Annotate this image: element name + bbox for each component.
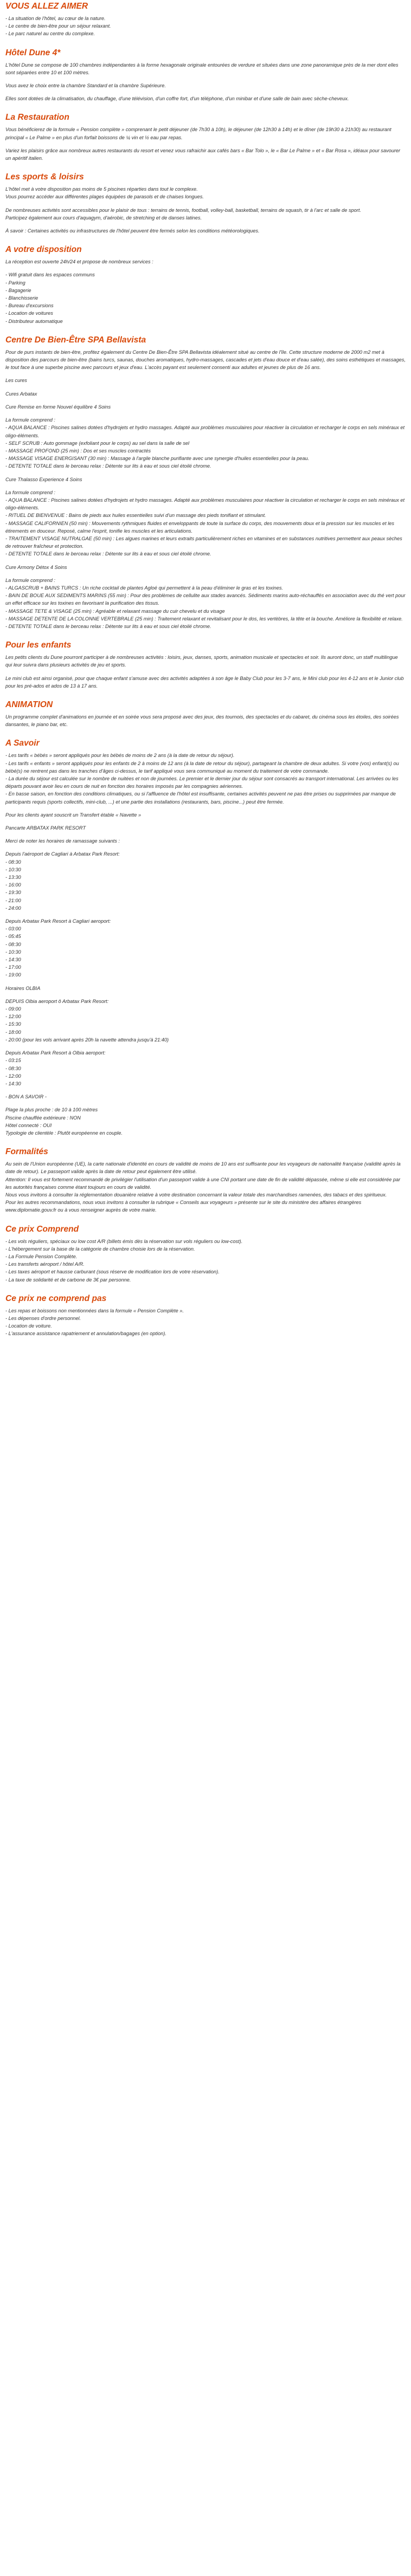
paragraph [5, 1049, 406, 1088]
paragraph [5, 811, 406, 819]
text-line: - 09:00 [5, 1006, 21, 1012]
text-line: - 10:30 [5, 866, 21, 872]
text-line: - Wifi gratuit dans les espaces communs [5, 272, 95, 278]
paragraph [5, 126, 406, 141]
text-line: Pancarte ARBATAX PARK RESORT [5, 825, 86, 831]
text-line: - Distributeur automatique [5, 318, 63, 324]
text-line: - MASSAGE DETENTE DE LA COLONNE VERTEBRALE (25 min) : Traitement relaxant et revitalisant pour le dos, les vertèbres, la tête et la bouche. Améliore la flexibilité et relaxe. [5, 616, 403, 622]
text-line: - Bagagerie [5, 287, 31, 293]
paragraph [5, 850, 406, 912]
content-section [5, 48, 406, 103]
text-line: - Le parc naturel au centre du complexe. [5, 31, 95, 37]
text-line: - 13:30 [5, 875, 21, 881]
text-line: - 18:00 [5, 1029, 21, 1035]
section-heading: Ce prix Comprend [5, 1224, 79, 1234]
paragraph [5, 1238, 406, 1284]
paragraph [5, 675, 406, 690]
paragraph [5, 377, 406, 384]
text-line: Merci de noter les horaires de ramassage suivants : [5, 838, 120, 844]
text-line: - DETENTE TOTALE dans le berceau relax : Détente sur lits à eau et sous ciel étoilé chrome. [5, 463, 211, 469]
text-line: À savoir : Certaines activités ou infrastructures de l'hôtel peuvent être fermés selon les conditions météorologiques. [5, 228, 260, 234]
text-line: Pour les clients ayant souscrit un Transfert étable « Navette » [5, 812, 142, 818]
text-line: - Les repas et boissons non mentionnées dans la formule « Pension Complète ». [5, 1308, 184, 1313]
content-section [5, 112, 406, 162]
text-line: Depuis Arbatax Park Resort à Olbia aeroport: [5, 1050, 106, 1056]
section-heading: Centre De Bien-Être SPA Bellavista [5, 335, 146, 345]
text-line: DEPUIS Olbia aeroport ô Arbatax Park Resort: [5, 998, 109, 1004]
text-line: La formule comprend : [5, 417, 55, 423]
text-line: - 12:00 [5, 1073, 21, 1079]
text-line: De nombreuses activités sont accessibles pour le plaisir de tous : terrains de tennis, football, volley-ball, basketball, terrains de squash, tir à l'arc et salle de sport. [5, 207, 361, 213]
text-line: La formule comprend : [5, 577, 55, 583]
text-line: - 19:00 [5, 972, 21, 978]
paragraph [5, 577, 406, 630]
text-line: L'hôtel Dune se compose de 100 chambres indépendantes à la forme hexagonale originale entourées de verdure et situées dans une zone panoramique près de la mer dont elles sont séparées entre 10 et 100 mètres. [5, 62, 399, 75]
text-line: - 03:00 [5, 926, 21, 932]
text-line: Typologie de clientèle : Plutôt européenne en couple. [5, 1130, 123, 1136]
text-line: L'hôtel met à votre disposition pas moins de 5 piscines réparties dans tout le complexe. [5, 186, 198, 192]
content-section [5, 1, 406, 38]
text-line: - 16:00 [5, 882, 21, 888]
paragraph [5, 82, 406, 89]
content-section [5, 1224, 406, 1284]
content-section [5, 1147, 406, 1214]
text-line: - MASSAGE VISAGE ENERGISANT (30 min) : Massage à l'argile blanche purifiante avec une synergie d'huiles essentielles pour la peau. [5, 456, 310, 462]
paragraph [5, 61, 406, 76]
text-line: La réception est ouverte 24h/24 et propose de nombreux services : [5, 259, 153, 265]
text-line: - MASSAGE PROFOND (25 min) : Dos et ses muscles contractés [5, 448, 151, 454]
paragraph [5, 15, 406, 38]
paragraph [5, 564, 406, 571]
paragraph [5, 489, 406, 558]
text-line: - Blanchisserie [5, 295, 38, 301]
text-line: - AQUA BALANCE : Piscines salines dotées d'hydrojets et hydro massages. Adapté aux problèmes musculaires pour réactiver la circulation et recharger le corps en sels minéraux et oligo-éléments. [5, 425, 405, 438]
text-line: Pour de purs instants de bien-être, profitez également du Centre De Bien-Être SPA Bellavista idéalement situé au centre de l'île. Cette structure moderne de 2000 m2 met à disposition des parcours de bien-être (bains turcs, saunas, douches aromatiques, hydro-massages, cascades et jets d'eau douce et d'eau salée), des soins esthétiques et massages, le tout face à une superbe piscine avec parcours et jeux d'eau. L'accès payant est seulement consenti aux adultes et jeunes de plus de 16 ans. [5, 349, 406, 371]
paragraph [5, 271, 406, 325]
text-line: La formule comprend : [5, 489, 55, 495]
text-line: - Location de voiture. [5, 1323, 52, 1329]
text-line: - TRAITEMENT VISAGE NUTRALGAE (50 min) : Les algues marines et leurs extraits particulièrement riches en vitamines et en substances nutritives permettent aux peaux sèches de retrouver fraîcheur et protection. [5, 535, 402, 549]
text-line: - BAIN DE BOUE AUX SEDIMENTS MARINS (55 min) : Pour des problèmes de cellulite aux stades avancés. Sédiments marins auto-réchauffés en association avec du thé vert pour un effet efficace sur les toxines en favorisant la purification des tissus. [5, 593, 406, 606]
text-line: - 14:30 [5, 1080, 21, 1086]
text-line: - La taxe de solidarité et de carbone de 3€ par personne. [5, 1277, 131, 1283]
text-line: - 21:00 [5, 897, 21, 903]
text-line: Pour les autres recommandations, nous vous invitons à consulter la rubrique « Conseils aux voyageurs » présente sur le site du ministère des affaires étrangères www.diplomatie.gouv.fr ou à vous renseigner auprès de votre mairie. [5, 1200, 362, 1213]
paragraph [5, 403, 406, 411]
text-line: - ALGASCRUB + BAINS TURCS : Un riche cocktail de plantes Agloé qui permettent à la peau d'éliminer le gras et les toxines. [5, 585, 283, 591]
text-line: Les cures [5, 378, 27, 384]
text-line: - SELF SCRUB : Auto gommage (exfoliant pour le corps) au sel dans la salle de sel [5, 440, 190, 446]
text-line: - Bureau d'excursions [5, 303, 54, 309]
paragraph [5, 348, 406, 372]
text-line: - L'assurance assistance rapatriement et annulation/bagages (en option). [5, 1331, 166, 1337]
paragraph [5, 1307, 406, 1338]
content-section [5, 700, 406, 728]
text-line: - DETENTE TOTALE dans le berceau relax : Détente sur lits à eau et sous ciel étoilé chrome. [5, 551, 211, 557]
text-line: Vous avez le choix entre la chambre Standard et la chambre Supérieure. [5, 83, 166, 89]
text-line: Attention: Il vous est fortement recommandé de privilégier l'utilisation d'un passeport valide à une CNI portant une date de fin de validité dépassée, même si elle est considérée par les autorités françaises comme étant toujours en cours de validité. [5, 1176, 401, 1190]
text-line: - 12:00 [5, 1014, 21, 1020]
text-line: - Le centre de bien-être pour un séjour relaxant. [5, 23, 111, 29]
paragraph [5, 653, 406, 669]
text-line: - 08:30 [5, 859, 21, 865]
text-line: - 08:30 [5, 941, 21, 947]
text-line: - La situation de l'hôtel, au cœur de la nature. [5, 16, 106, 21]
section-heading: Formalités [5, 1147, 48, 1157]
paragraph [5, 917, 406, 979]
section-heading: ANIMATION [5, 700, 53, 709]
paragraph [5, 185, 406, 200]
text-line: - Parking [5, 280, 25, 286]
section-heading: A Savoir [5, 739, 40, 748]
text-line: Nous vous invitons à consulter la réglementation douanière relative à votre destination concernant la valeur totale des marchandises ramenées, des tabacs et des spiritueux. [5, 1192, 387, 1198]
text-line: - Location de voitures [5, 310, 53, 316]
text-line: Au sein de l'Union européenne (UE), la carte nationale d'identité en cours de validité de moins de 10 ans est suffisante pour les voyageurs de nationalité française (validité après la date de retour). Le passeport valide après la date de retour peut également être utilisé. [5, 1161, 401, 1175]
text-line: - 15:30 [5, 1021, 21, 1027]
text-line: Variez les plaisirs grâce aux nombreux autres restaurants du resort et venez vous rafraichir aux cafés bars « Bar Tolo », le « Bar Le Palme » et « Bar Rosa », idéaux pour savourer un apéritif italien. [5, 147, 401, 161]
text-line: Cure Thalasso Experience 4 Soins [5, 476, 82, 482]
text-line: Vous pourrez accéder aux différentes plages équipées de parasols et de chaises longues. [5, 194, 204, 200]
section-heading: La Restauration [5, 113, 69, 122]
content-section [5, 335, 406, 630]
paragraph [5, 258, 406, 266]
text-line: - MASSAGE TETE & VISAGE (25 min) : Agréable et relaxant massage du cuir chevelu et du visage [5, 608, 225, 614]
text-line: - 10:30 [5, 949, 21, 955]
paragraph [5, 147, 406, 162]
text-line: - RITUEL DE BIENVENUE : Bains de pieds aux huiles essentielles suivi d'un massage des pieds tonifiant et stimulant. [5, 513, 266, 519]
paragraph [5, 1093, 406, 1101]
text-line: Participez également aux cours d'aquagym, d'aérobic, de stretching et de danses latines. [5, 215, 202, 221]
text-line: Horaires OLBIA [5, 985, 41, 991]
paragraph [5, 985, 406, 992]
paragraph [5, 1106, 406, 1137]
paragraph [5, 837, 406, 845]
text-line: - 17:00 [5, 965, 21, 970]
text-line: - Les tarifs « bébés » seront appliqués pour les bébés de moins de 2 ans (à la date de retour du séjour). [5, 753, 235, 759]
paragraph [5, 227, 406, 235]
text-line: - 19:30 [5, 890, 21, 896]
section-heading: A votre disposition [5, 245, 82, 255]
paragraph [5, 824, 406, 832]
text-line: Depuis Arbatax Park Resort à Cagliari aeroport: [5, 918, 111, 924]
text-line: - DETENTE TOTALE dans le berceau relax : Détente sur lits à eau et sous ciel étoilé chrome. [5, 623, 211, 629]
text-line: - 24:00 [5, 905, 21, 911]
text-line: Hôtel connecté : OUI [5, 1122, 52, 1128]
text-line: Le mini club est ainsi organisé, pour que chaque enfant s'amuse avec des activités adaptées à son âge le Baby Club pour les 3-7 ans, le Mini club pour les 4-12 ans et le Junior club pour les pré-ados et ados de 13 à 17 ans. [5, 675, 404, 689]
text-line: - 08:30 [5, 1065, 21, 1071]
section-heading: Hôtel Dune 4* [5, 48, 61, 57]
paragraph [5, 998, 406, 1044]
text-line: - L'hébergement sur la base de la catégorie de chambre choisie lors de la réservation. [5, 1246, 195, 1252]
content-section [5, 172, 406, 235]
text-line: - Les vols réguliers, spéciaux ou low cost A/R (billets émis dès la réservation sur vols réguliers ou low-cost). [5, 1238, 243, 1244]
text-line: - En basse saison, en fonction des conditions climatiques, ou si l'affluence de l'hôtel est insuffisante, certaines activités peuvent ne pas être prises ou supprimées par manque de participants requis (sports collectifs, mini-club, ...) et une partie des installations (restaurants, bars, piscine...) peut être fermée. [5, 791, 396, 805]
paragraph [5, 713, 406, 728]
text-line: - 05:45 [5, 934, 21, 940]
section-heading: Pour les enfants [5, 640, 72, 650]
paragraph [5, 752, 406, 805]
text-line: - MASSAGE CALIFORNIEN (50 min) : Mouvements rythmiques fluides et enveloppants de toute la surface du corps, des mouvements doux et la pression sur les muscles et les étirements en douceur. Reposé, calme l'esprit, tonifie les muscles et les articulations. [5, 520, 394, 534]
text-line: - 03:15 [5, 1058, 21, 1064]
text-line: - BON A SAVOIR - [5, 1094, 47, 1100]
text-line: - Les dépenses d'ordre personnel. [5, 1315, 81, 1321]
content-section [5, 1293, 406, 1338]
content-section [5, 738, 406, 1137]
paragraph [5, 206, 406, 222]
paragraph [5, 416, 406, 470]
paragraph [5, 390, 406, 398]
text-line: - Les taxes aéroport et hausse carburant (sous réserve de modification lors de votre réservation). [5, 1269, 220, 1275]
text-line: - AQUA BALANCE : Piscines salines dotées d'hydrojets et hydro massages. Adapté aux problèmes musculaires pour réactiver la circulation et recharger le corps en sels minéraux et oligo-éléments. [5, 497, 405, 511]
text-line: Elles sont dotées de la climatisation, du chauffage, d'une télévision, d'un coffre fort, d'un téléphone, d'un minibar et d'une salle de bain avec sèche-cheveux. [5, 96, 349, 102]
content-section [5, 640, 406, 690]
text-line: - La durée du séjour est calculée sur le nombre de nuitées et non de journées. Le premier et le dernier jour du séjour sont consacrés au transport international. Les arrivées ou les départs pouvant avoir lieu en cours de nuit en fonction des horaires imposés par les compagnies aériennes. [5, 776, 399, 789]
section-heading: Les sports & loisirs [5, 172, 84, 182]
text-line: Plage la plus proche : de 10 à 100 mètres [5, 1107, 98, 1113]
paragraph [5, 95, 406, 102]
text-line: Piscine chauffée extérieure : NON [5, 1115, 81, 1121]
text-line: Cure Remise en forme Nouvel équilibre 4 Soins [5, 404, 111, 410]
text-line: - La Formule Pension Complète. [5, 1253, 78, 1259]
text-line: - 14:30 [5, 957, 21, 963]
text-line: Cures Arbatax [5, 391, 37, 397]
section-heading: VOUS ALLEZ AIMER [5, 2, 88, 11]
paragraph [5, 476, 406, 483]
section-heading: Ce prix ne comprend pas [5, 1293, 107, 1303]
text-line: - 20:00 (pour les vols arrivant après 20h la navette attendra jusqu'à 21:40) [5, 1037, 169, 1043]
content-section [5, 244, 406, 325]
paragraph [5, 1160, 406, 1214]
text-line: - Les transferts aéroport / hôtel A/R. [5, 1261, 85, 1267]
text-line: Les petits clients du Dune pourront participer à de nombreuses activités : loisirs, jeux, danses, sports, animation musicale et spectacles et soir. Ils auront donc, un staff multilingue qui leur suivra dans plusieurs activités de jeu et sports. [5, 655, 398, 668]
text-line: Depuis l'aéroport de Cagliari à Arbatax Park Resort: [5, 851, 120, 857]
text-line: - Les tarifs « enfants » seront appliqués pour les enfants de 2 à moins de 12 ans (à la date de retour du séjour), partageant la chambre de deux adultes. Si votre (vos) enfant(s) ou bébé(s) ne rentrent pas dans les tranches d'âges ci-dessus, le tarif appliqué vous sera communiqué au moment du traitement de votre commande. [5, 760, 399, 774]
text-line: Cure Armony Détox 4 Soins [5, 564, 67, 570]
text-line: Un programme complet d'animations en journée et en soirée vous sera proposé avec des jeux, des tournois, des spectacles et du cabaret, du cinéma sous les étoiles, des soirées dansantes, le piano bar, etc. [5, 714, 399, 728]
text-line: Vous bénéficierez de la formule « Pension complète » comprenant le petit déjeuner (de 7h30 à 10h), le déjeuner (de 12h30 à 14h) et le dîner (de 19h30 à 21h30) au restaurant principal « Le Palme » en plus d'un forfait boissons de ¼ vin et ½ eau par repas. [5, 127, 391, 140]
